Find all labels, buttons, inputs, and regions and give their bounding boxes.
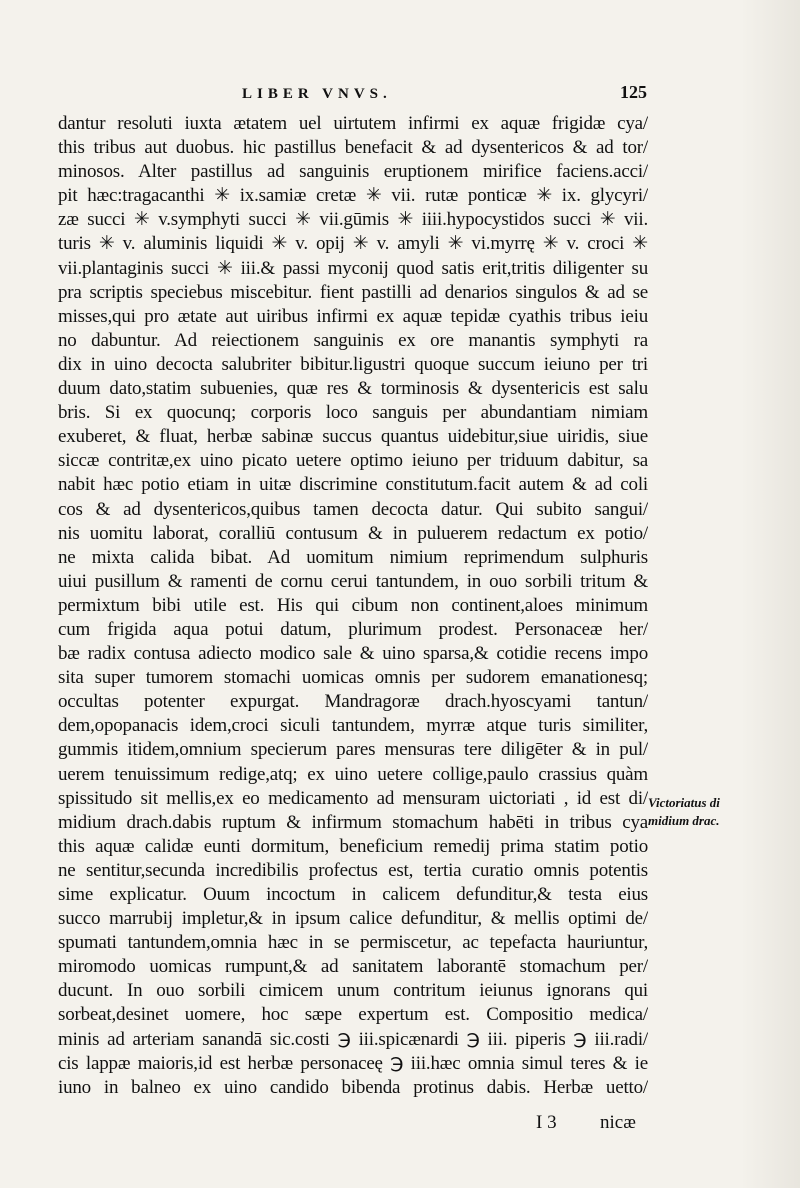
- text-line: nis uomitu laborat, coralliū contusum & in puluerem redactum ex potio/: [58, 522, 648, 544]
- page-edge-shadow: [740, 0, 800, 1188]
- text-line: bæ radix contusa adiecto modico sale & uino sparsa,& cotidie recens impo: [58, 643, 648, 665]
- text-line: misses,qui pro ætate aut uiribus infirmi ex aquæ tepidæ cyathis tribus ieiu: [58, 305, 648, 327]
- text-line: permixtum bibi utile est. His qui cibum non continent,aloes minimum: [58, 594, 648, 616]
- text-line: zæ succi ✳ v.symphyti succi ✳ vii.gūmis ✳ iiii.hypocystidos succi ✳ vii.: [58, 209, 648, 231]
- text-line: uerem tenuissimum redige,atq; ex uino uetere collige,paulo crassius quàm: [58, 763, 648, 785]
- text-line: pit hæc:tragacanthi ✳ ix.samiæ cretæ ✳ vii. rutæ ponticæ ✳ ix. glycyri/: [58, 185, 648, 207]
- margin-note: Victoriatus di midium drac.: [648, 795, 720, 828]
- folio-number: 125: [620, 82, 647, 102]
- text-line: ne sentitur,secunda incredibilis profectus est, tertia curatio omnis potentis: [58, 859, 648, 881]
- text-line: sorbeat,desinet uomere, hoc sæpe expertum est. Compositio medica/: [58, 1004, 648, 1026]
- page-header: [0, 82, 800, 106]
- text-line: dantur resoluti iuxta ætatem uel uirtutem infirmi ex aquæ frigidæ cya/: [58, 113, 648, 134]
- text-line: dem,opopanacis idem,croci siculi tantundem, myrræ atque turis similiter,: [58, 715, 648, 737]
- text-line: bris. Si ex quocunq; corporis loco sanguis per abundantiam nimiam: [58, 402, 648, 424]
- text-line: minosos. Alter pastillus ad sanguinis eruptionem mirifice faciens.acci/: [58, 161, 648, 183]
- text-line: cos & ad dysentericos,quibus tamen decocta datur. Qui subito sangui/: [58, 498, 648, 520]
- text-line: siccæ contritæ,ex uino picato uetere optimo ieiuno per triduum dabitur, sa: [58, 450, 648, 472]
- text-line: succo marrubij impletur,& in ipsum calice defunditur, & mellis optimi de/: [58, 908, 648, 930]
- running-head: LIBER VNVS.: [242, 86, 392, 102]
- text-line: cis lappæ maioris,id est herbæ personaceę ℈ iii.hæc omnia simul teres & ie: [58, 1052, 648, 1074]
- text-line: no dabuntur. Ad reiectionem sanguinis ex ore manantis symphyti ra: [58, 329, 648, 351]
- text-line: miromodo uomicas rumpunt,& ad sanitatem laborantē stomachum per/: [58, 956, 648, 978]
- body-text: [58, 112, 648, 1100]
- text-line: midium drach.dabis ruptum & infirmum stomachum habēti in tribus cya: [58, 811, 648, 833]
- text-line: minis ad arteriam sanandā sic.costi ℈ iii.spicænardi ℈ iii. piperis ℈ iii.radi/: [58, 1028, 648, 1050]
- text-line: gummis itidem,omnium specierum pares mensuras tere diligēter & in pul/: [58, 739, 648, 761]
- signature-mark: I 3: [536, 1112, 557, 1133]
- text-line: cum frigida aqua potui datum, plurimum prodest. Personaceæ her/: [58, 618, 648, 640]
- text-line: turis ✳ v. aluminis liquidi ✳ v. opij ✳ v. amyli ✳ vi.myrrę ✳ v. croci ✳: [58, 233, 648, 255]
- text-line: nabit hæc potio etiam in uitæ discrimine constitutum.facit autem & ad coli: [58, 474, 648, 496]
- text-line: ducunt. In ouo sorbili cimicem unum contritum ieiunus ignorans qui: [58, 980, 648, 1002]
- text-line: dix in uino decocta salubriter bibitur.ligustri quoque succum ieiuno per tri: [58, 353, 648, 375]
- text-line: this tribus aut duobus. hic pastillus benefacit & ad dysentericos & ad tor/: [58, 137, 648, 159]
- text-line: pra scriptis speciebus miscebitur. fient pastilli ad denarios singulos & ad se: [58, 281, 648, 303]
- text-line: spumati tantundem,omnia hæc in se permiscetur, ac tepefacta hauriuntur,: [58, 932, 648, 954]
- text-line: sime explicatur. Ouum incoctum in calicem defunditur,& testa eius: [58, 884, 648, 905]
- text-line: vii.plantaginis succi ✳ iii.& passi myconij quod satis erit,tritis diligenter su: [58, 257, 648, 279]
- text-line: occultas potenter expurgat. Mandragoræ drach.hyoscyami tantun/: [58, 691, 648, 713]
- text-line: ne mixta calida bibat. Ad uomitum nimium reprimendum sulphuris: [58, 546, 648, 568]
- text-line: spissitudo sit mellis,ex eo medicamento ad mensuram uictoriati , id est di/: [58, 787, 648, 809]
- text-line: exuberet, & fluat, herbæ sabinæ succus quantus uidebitur,siue uiridis, siue: [58, 426, 648, 448]
- text-line: this aquæ calidæ eunti dormitum, beneficium remedij prima statim potio: [58, 835, 648, 857]
- text-line: iuno in balneo ex uino candido bibenda protinus dabis. Herbæ uetto/: [58, 1076, 648, 1098]
- text-line: uiui pusillum & ramenti de cornu cerui tantundem, in ouo sorbili tritum &: [58, 570, 648, 592]
- page-footer: [0, 1112, 800, 1136]
- text-line: sita super tumorem stomachi uomicas omnis per sudorem emanationesq;: [58, 667, 648, 689]
- catchword: nicæ: [600, 1112, 636, 1133]
- text-line: duum dato,statim subuenies, quæ res & torminosis & dysentericis est salu: [58, 378, 648, 400]
